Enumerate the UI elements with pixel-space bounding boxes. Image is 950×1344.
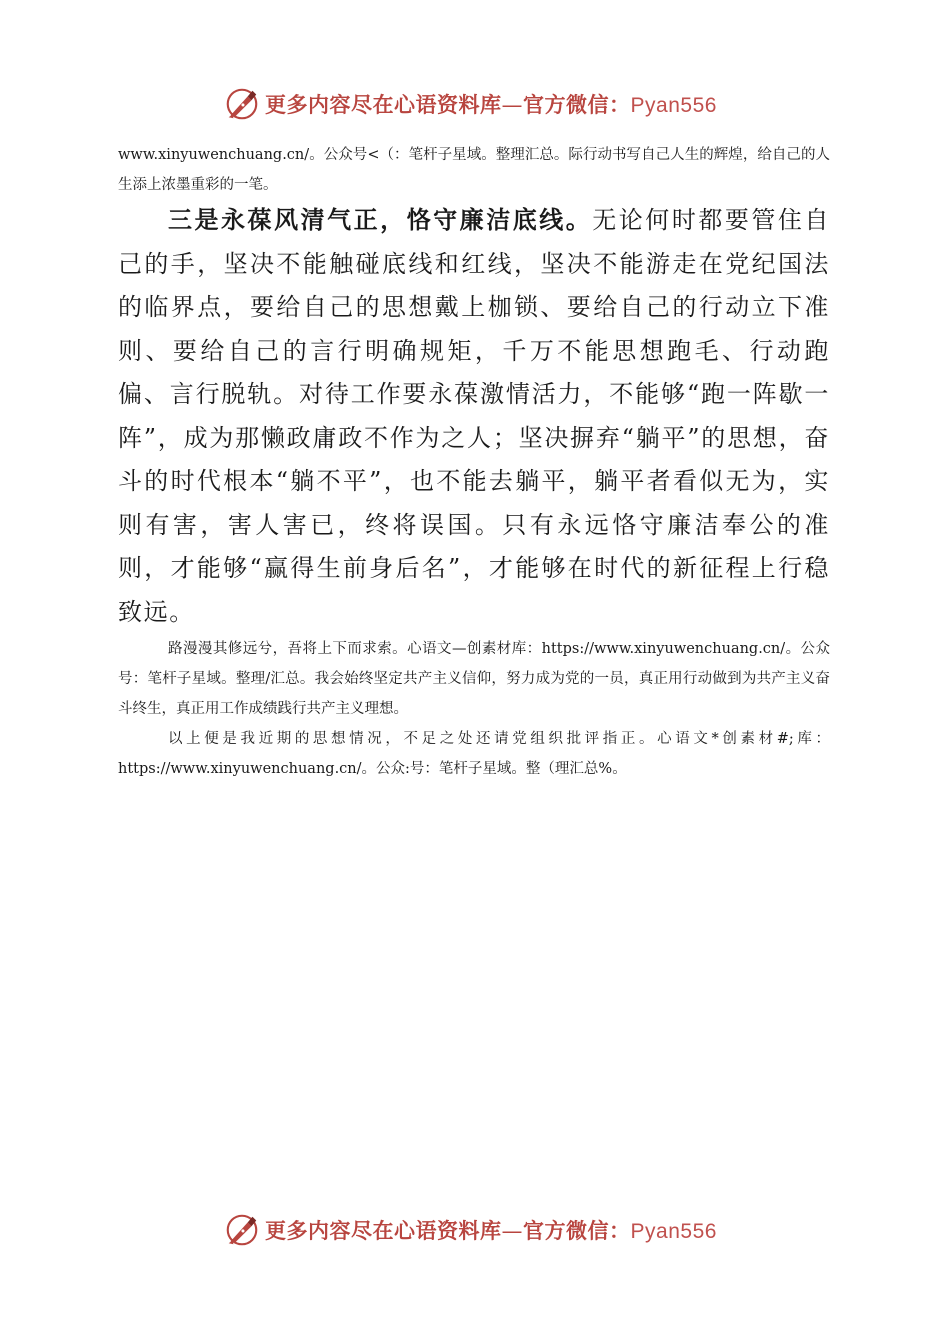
banner-wechat-label: 官方微信： bbox=[523, 93, 631, 117]
main-paragraph-heading: 三是永葆风清气正，恪守廉洁底线。 bbox=[168, 205, 593, 234]
main-paragraph-body: 无论何时都要管住自己的手，坚决不能触碰底线和红线，坚决不能游走在党纪国法的临界点，要给自己的思想戴上枷锁、要给自己的行动立下准则、要给自己的言行明确规矩，千万不能思想跑毛、行动跑偏、言行脱轨。对待工作要永葆激情活力，不能够“跑一阵歇一阵”，成为那懒政庸政不作为之人；坚决摒弃“躺平”的思想，奋斗的时代根本“躺不平”，也不能去躺平，躺平者看似无为，实则有害，害人害已，终将误国。只有永远恪守廉洁奉公的准则，才能够“赢得生前身后名”，才能够在时代的新征程上行稳致远。 bbox=[118, 206, 830, 626]
banner-title: 更多内容尽在心语资料库 bbox=[265, 1219, 502, 1243]
closing-paragraphs bbox=[118, 634, 830, 784]
main-paragraph bbox=[118, 198, 830, 634]
closing-paragraph-2: 以上便是我近期的思想情况，不足之处还请党组织批评指正。心语文*创素材#;库：https://www.xinyuwenchuang.cn/。公众:号：笔杆子星域。整（理汇总%。 bbox=[118, 731, 830, 777]
footer-banner-text bbox=[265, 1215, 717, 1245]
footer-banner bbox=[0, 1208, 950, 1252]
pen-nib-logo-icon bbox=[223, 1211, 261, 1249]
intro-text: www.xinyuwenchuang.cn/。公众号<（：笔杆子星域。整理汇总。际行动书写自己人生的辉煌，给自己的人生添上浓墨重彩的一笔。 bbox=[118, 147, 830, 193]
banner-dash: — bbox=[501, 93, 524, 117]
banner-wechat-label: 官方微信： bbox=[523, 1219, 631, 1243]
banner-wechat-id: Pyan556 bbox=[630, 1220, 717, 1243]
banner-wechat-id: Pyan556 bbox=[630, 94, 717, 117]
banner-dash: — bbox=[501, 1219, 524, 1243]
intro-paragraph bbox=[118, 140, 830, 200]
banner-title: 更多内容尽在心语资料库 bbox=[265, 93, 502, 117]
closing-paragraph-1: 路漫漫其修远兮，吾将上下而求索。心语文—创素材库：https://www.xinyuwenchuang.cn/。公众号：笔杆子星域。整理/汇总。我会始终坚定共产主义信仰，努力成为党的一员，真正用行动做到为共产主义奋斗终生，真正用工作成绩践行共产主义理想。 bbox=[118, 641, 830, 717]
pen-nib-logo-icon bbox=[223, 85, 261, 123]
header-banner bbox=[0, 82, 950, 126]
header-banner-text bbox=[265, 89, 717, 119]
